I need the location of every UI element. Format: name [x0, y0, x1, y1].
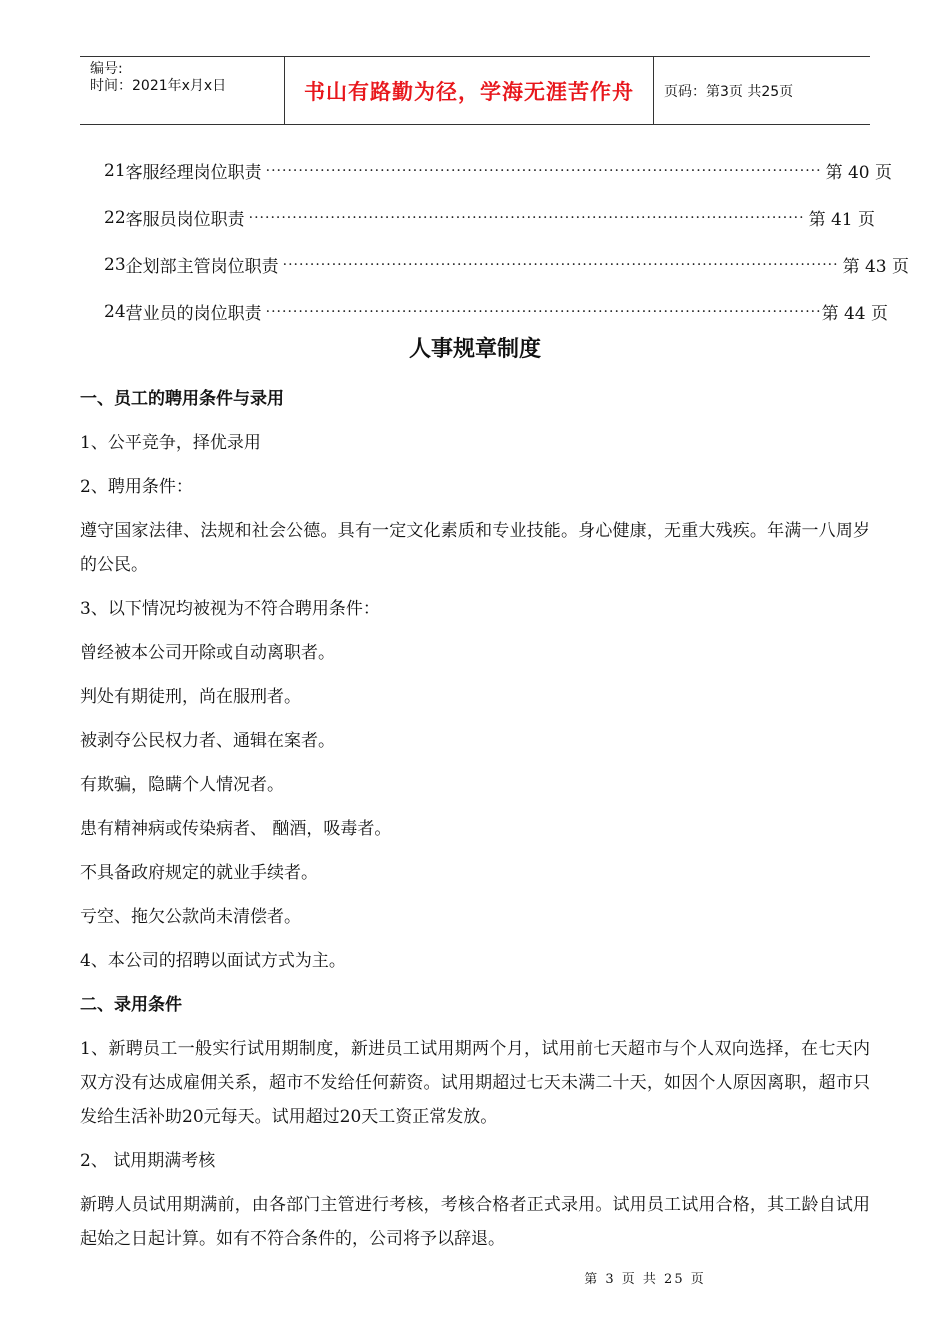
paragraph: 遵守国家法律、法规和社会公德。具有一定文化素质和专业技能。身心健康，无重大残疾。年满一八周岁的公民。 [80, 521, 870, 575]
document-number-label: 编号: [90, 61, 123, 77]
toc-entry-page: 第 41 页 [808, 210, 876, 230]
toc-entry-title: 客服经理岗位职责 [125, 163, 262, 183]
header-page-info: 页码：第3页 共25页 [664, 83, 794, 100]
toc-leader-dots: ······································································································ [265, 162, 822, 179]
page-header [80, 56, 870, 125]
table-of-contents [104, 147, 910, 335]
document-body [80, 382, 870, 1266]
toc-entry [104, 194, 876, 241]
paragraph: 不具备政府规定的就业手续者。 [80, 863, 318, 883]
paragraph: 2、 试用期满考核 [80, 1151, 216, 1171]
page-footer: 第 3 页 共 25 页 [584, 1272, 706, 1287]
section-title: 人事规章制度 [408, 337, 541, 362]
toc-entry-title: 营业员的岗位职责 [125, 304, 262, 324]
toc-entry [104, 147, 893, 194]
paragraph: 2、聘用条件： [80, 477, 193, 497]
paragraph: 亏空、拖欠公款尚未清偿者。 [80, 907, 301, 927]
toc-entry [104, 241, 910, 288]
toc-entry-number: 21 [104, 160, 126, 181]
toc-entry-number: 23 [104, 254, 126, 275]
header-left [80, 57, 284, 124]
paragraph: 判处有期徒刑，尚在服刑者。 [80, 687, 301, 707]
toc-entry-page: 第 43 页 [842, 257, 910, 277]
section-heading: 一、员工的聘用条件与录用 [80, 389, 284, 409]
paragraph: 患有精神病或传染病者、 酗酒，吸毒者。 [80, 819, 392, 839]
paragraph: 曾经被本公司开除或自动离职者。 [80, 643, 335, 663]
paragraph: 1、新聘员工一般实行试用期制度，新进员工试用期两个月，试用前七天超市与个人双向选择，在七天内双方没有达成雇佣关系，超市不发给任何薪资。试用期超过七天未满二十天，如因个人原因离职，超市只发给生活补助20元每天。试用超过20天工资正常发放。 [80, 1039, 870, 1127]
toc-entry [104, 288, 889, 335]
toc-entry-number: 22 [104, 207, 126, 228]
paragraph: 4、本公司的招聘以面试方式为主。 [80, 951, 346, 971]
header-motto: 书山有路勤为径，学海无涯苦作舟 [284, 57, 654, 124]
document-time-label: 时间：2021年x月x日 [90, 78, 227, 94]
paragraph: 新聘人员试用期满前，由各部门主管进行考核，考核合格者正式录用。试用员工试用合格，其工龄自试用起始之日起计算。如有不符合条件的，公司将予以辞退。 [80, 1195, 870, 1249]
paragraph: 被剥夺公民权力者、通辑在案者。 [80, 731, 335, 751]
section-heading: 二、录用条件 [80, 995, 182, 1015]
toc-entry-page: 第 44 页 [821, 304, 889, 324]
paragraph: 1、公平竞争，择优录用 [80, 433, 261, 453]
toc-entry-number: 24 [104, 301, 126, 322]
toc-entry-page: 第 40 页 [825, 163, 893, 183]
toc-entry-title: 客服员岗位职责 [125, 210, 245, 230]
toc-leader-dots: ······································································································ [265, 303, 822, 320]
paragraph: 3、以下情况均被视为不符合聘用条件： [80, 599, 380, 619]
toc-leader-dots: ······································································································ [248, 209, 805, 226]
toc-entry-title: 企划部主管岗位职责 [125, 257, 279, 277]
toc-leader-dots: ······································································································ [282, 256, 839, 273]
paragraph: 有欺骗，隐瞒个人情况者。 [80, 775, 284, 795]
